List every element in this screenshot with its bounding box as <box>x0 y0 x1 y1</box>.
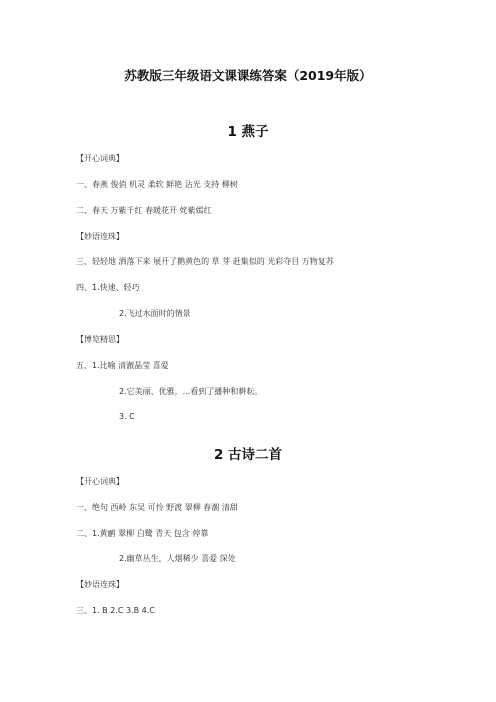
section-header: 【妙语连珠】 <box>76 580 124 589</box>
answer-line: 2.幽草丛生，人烟稀少 喜爱 深处 <box>119 554 236 563</box>
answer-line: 二、1.黄鹂 翠柳 白鹭 青天 包含 停靠 <box>76 529 209 538</box>
section-header: 【博览精思】 <box>76 335 124 344</box>
section-header: 【开心词典】 <box>76 477 124 486</box>
answer-line: 一、春燕 俊俏 机灵 柔软 鲜艳 沾光 支持 柳树 <box>76 180 238 189</box>
answer-line: 3. C <box>119 412 135 421</box>
answer-line: 三、轻轻地 洒落下来 展开了鹅黄色的 草 芽 赶集似的 光彩夺目 万物复苏 <box>76 257 334 266</box>
section-header: 【妙语连珠】 <box>76 232 124 241</box>
answer-line: 三、1. B 2.C 3.B 4.C <box>76 606 155 615</box>
answer-line: 四、1.快速、轻巧 <box>76 283 140 292</box>
answer-line: 一、绝句 西岭 东吴 可怜 野渡 翠柳 春潮 清甜 <box>76 503 238 512</box>
section-header: 【开心词典】 <box>76 154 124 163</box>
answer-line: 二、春天 万紫千红 春暖花开 姹紫嫣红 <box>76 206 212 215</box>
lesson-1-title: 1 燕子 <box>227 124 269 140</box>
document-title: 苏教版三年级语文课课练答案（2019年版） <box>124 68 372 83</box>
answer-line: 五、1.比喻 清澈晶莹 喜爱 <box>76 361 169 370</box>
answer-line: 2.飞过水面时的情景 <box>119 309 191 318</box>
lesson-2-title: 2 古诗二首 <box>213 447 283 463</box>
answer-line: 2.它美丽、优雅，...看到了播种和耕耘。 <box>119 387 263 396</box>
